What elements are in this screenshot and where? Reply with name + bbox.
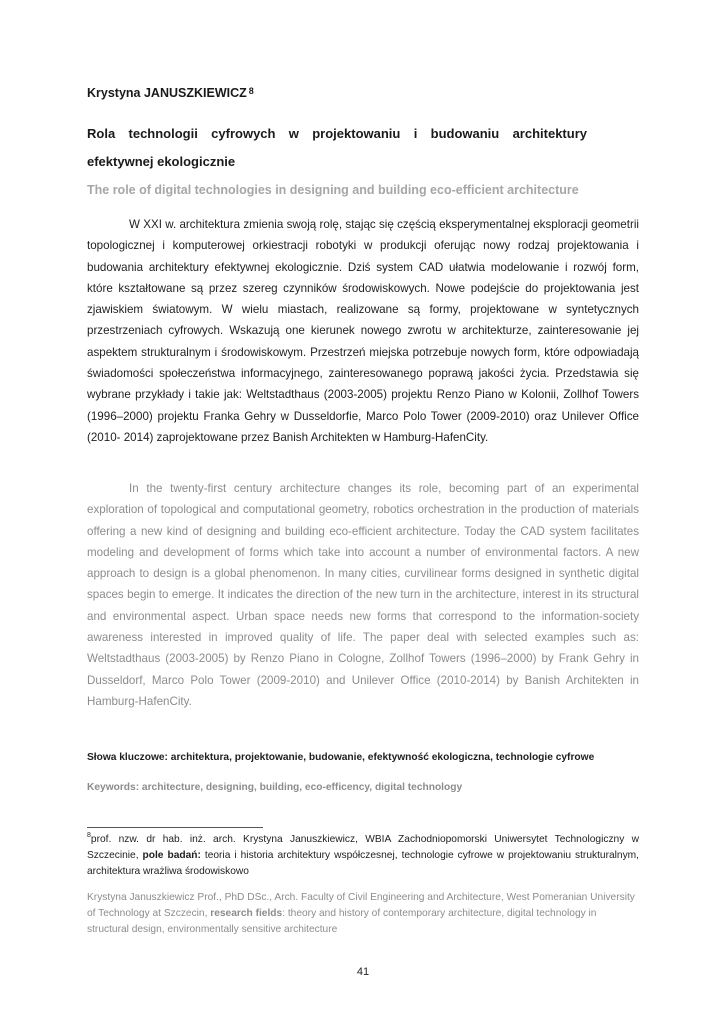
footnote-english-bold: research fields (210, 908, 283, 919)
page-number: 41 (356, 966, 370, 978)
footnote-polish-text-2: teoria i historia architektury współczesnej, technologie cyfrowe w projektowaniu strukturalnym, architektura wrażliwa środowiskowo (87, 850, 639, 877)
keywords-polish: Słowa kluczowe: architektura, projektowanie, budowanie, efektywność ekologiczna, technologie cyfrowe (87, 752, 595, 763)
author-name: Krystyna JANUSZKIEWICZ (87, 86, 247, 100)
footnote-mark: 8 (87, 831, 91, 839)
footnote-english-text-1: Krystyna Januszkiewicz Prof., PhD DSc., Arch. Faculty of Civil Engineering and Architecture, West Pomeranian University of Technology at Szczecin, (87, 892, 635, 919)
title-polish: Rola technologii cyfrowych w projektowaniu i budowaniu architektury efektywnej ekologicznie (87, 126, 587, 169)
title-english: The role of digital technologies in designing and building eco-efficient architecture (87, 183, 579, 197)
footnote-divider (87, 827, 263, 828)
footnote-english-text-2: : theory and history of contemporary architecture, digital technology in structural design, environmentally sensitive architecture (87, 908, 597, 935)
abstract-english: In the twenty-first century architecture changes its role, becoming part of an experimental exploration of topological and computational geometry, robotics orchestration in the production of materials offering a new kind of designing and building eco-efficient architecture. Today the CAD system facilitates modeling and development of forms which take into account a number of environmental factors. A new approach to design is a global phenomenon. In many cities, curvilinear forms designed in synthetic digital spaces begin to emerge. It indicates the direction of the new turn in the architecture, interest in its structural and environmental aspect. Urban space needs new forms that correspond to the information-society awareness interested in improved quality of life. The paper deal with selected examples such as: Weltstadthaus (2003-2005) by Renzo Piano in Cologne, Zollhof Towers (1996–2000) by Frank Gehry in Dusseldorf, Marco Polo Tower (2009-2010) and Unilever Office (2010-2014) by Banish Architekten in Hamburg-HafenCity. (87, 482, 639, 708)
footnote-english (87, 890, 639, 938)
author-line (87, 86, 254, 100)
footnote-polish (87, 832, 639, 880)
keywords-english: Keywords: architecture, designing, building, eco-efficency, digital technology (87, 782, 463, 793)
abstract-polish: W XXI w. architektura zmienia swoją rolę, stając się częścią eksperymentalnej eksploracji geometrii topologicznej i komputerowej orkiestracji robotyki w produkcji oferując nowy rodzaj projektowania i budowania architektury efektywnej ekologicznie. Dziś system CAD ułatwia modelowanie i rozwój form, które kształtowane są przez szereg czynników środowiskowych. Nowe podejście do projektowania jest zjawiskiem światowym. W wielu miastach, realizowane są formy, projektowane w syntetycznych przestrzeniach cyfrowych. Wskazują one kierunek nowego zwrotu w architekturze, zainteresowanie jej aspektem strukturalnym i środowiskowym. Przestrzeń miejska potrzebuje nowych form, które odpowiadają świadomości społeczeństwa informacyjnego, zainteresowanego poprawą jakości życia. Przedstawia się wybrane przykłady i takie jak: Weltstadthaus (2003-2005) projektu Renzo Piano w Kolonii, Zollhof Towers (1996–2000) projektu Franka Gehry w Dusseldorfie, Marco Polo Tower (2009-2010) oraz Unilever Office (2010- 2014) zaprojektowane przez Banish Architekten w Hamburg-HafenCity. (87, 218, 639, 444)
footnote-polish-text-1: prof. nzw. dr hab. inż. arch. Krystyna Januszkiewicz, WBIA Zachodniopomorski Uniwersytet Technologiczny w Szczecinie, (87, 834, 639, 861)
footnote-polish-bold: pole badań: (142, 850, 201, 861)
author-footnote-mark: 8 (248, 86, 254, 96)
